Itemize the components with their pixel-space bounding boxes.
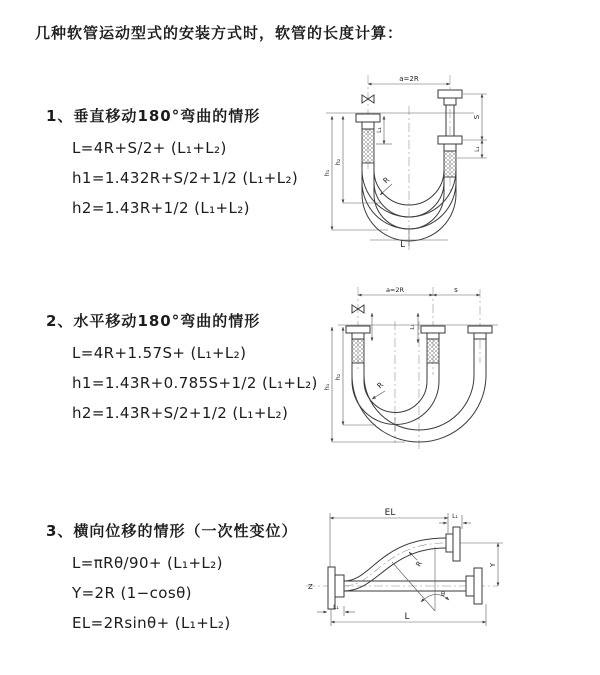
dim-label-r: R (381, 175, 392, 186)
dim-label-el: EL (384, 508, 396, 518)
page-title: 几种软管运动型式的安装方式时，软管的长度计算： (35, 24, 404, 42)
section-2-heading: 2、水平移动180°弯曲的情形 (46, 312, 261, 330)
formula-h1: h1=1.432R+S/2+1/2 (L₁+L₂) (72, 169, 299, 187)
dimension-a-2r (368, 75, 450, 84)
top-dimensions (358, 286, 480, 295)
formula-y: Y=2R (1−cosθ) (72, 584, 192, 602)
middle-connector (421, 326, 445, 363)
dim-label-s: s (454, 286, 458, 294)
dim-label-theta: θ (441, 590, 445, 598)
diagram-lateral-displacement (300, 505, 600, 645)
dim-label-l1-right: L₁ (474, 146, 481, 152)
formula-l: L=πRθ/90+ (L₁+L₂) (72, 554, 223, 572)
dim-label-h1: h₁ (323, 169, 331, 177)
radius-callout (372, 380, 385, 399)
dim-label-y: Y (489, 562, 497, 568)
section-lateral-displacement (46, 520, 297, 644)
formula-h2: h2=1.43R+S/2+1/2 (L₁+L₂) (72, 404, 289, 422)
dim-label-l1-bottom: L₁ (333, 604, 339, 611)
dim-label-r: R (414, 559, 424, 569)
dim-label-r: R (375, 380, 386, 391)
left-connector (346, 326, 370, 363)
diagram-horizontal-180-bend (310, 285, 600, 460)
section-vertical-movement (46, 105, 298, 229)
formula-h1: h1=1.43R+0.785S+1/2 (L₁+L₂) (72, 374, 318, 392)
braided-hose-section (362, 129, 374, 163)
right-connector (468, 326, 492, 339)
dim-label-h2: h₂ (334, 373, 342, 381)
left-flange (328, 567, 344, 609)
dim-label-l: L (400, 240, 405, 250)
dim-label-l1-left: L₁ (376, 127, 383, 133)
diagram-vertical-180-bend (310, 70, 600, 260)
formula-h2: h2=1.43R+1/2 (L₁+L₂) (72, 199, 250, 217)
braided-hose-section (352, 339, 364, 363)
s-curve-hose (344, 538, 446, 591)
dim-label-s: S (473, 114, 481, 120)
formula-el: EL=2Rsinθ+ (L₁+L₂) (72, 614, 231, 632)
dim-label-h1: h₁ (323, 383, 331, 391)
right-dimensions (457, 94, 487, 158)
section-horizontal-movement (46, 310, 318, 434)
dim-label-h2: h₂ (334, 158, 342, 166)
right-bottom-flange (466, 568, 482, 604)
dim-label-l1-top: L₁ (452, 513, 458, 520)
angle-construction (392, 547, 449, 611)
axis-mark: Z (308, 583, 313, 591)
dim-label-l: L (404, 612, 410, 622)
braided-hose-section (427, 339, 439, 363)
section-3-heading: 3、横向位移的情形（一次性变位） (46, 522, 298, 540)
el-dimension (330, 508, 448, 567)
section-1-heading: 1、垂直移动180°弯曲的情形 (46, 107, 261, 125)
formula-l: L=4R+1.57S+ (L₁+L₂) (72, 344, 247, 362)
left-connector (356, 114, 380, 163)
center-lines (368, 75, 450, 250)
l1-bottom-dimension (317, 604, 355, 616)
dim-label-a2r: a=2R (385, 286, 405, 294)
dim-label-a2r: a=2R (399, 75, 419, 83)
braided-hose-section (444, 151, 456, 177)
dim-label-l1: L₁ (410, 324, 416, 330)
formula-l: L=4R+S/2+ (L₁+L₂) (72, 139, 227, 157)
radius-callout (409, 552, 424, 568)
l-dimension (331, 604, 486, 626)
